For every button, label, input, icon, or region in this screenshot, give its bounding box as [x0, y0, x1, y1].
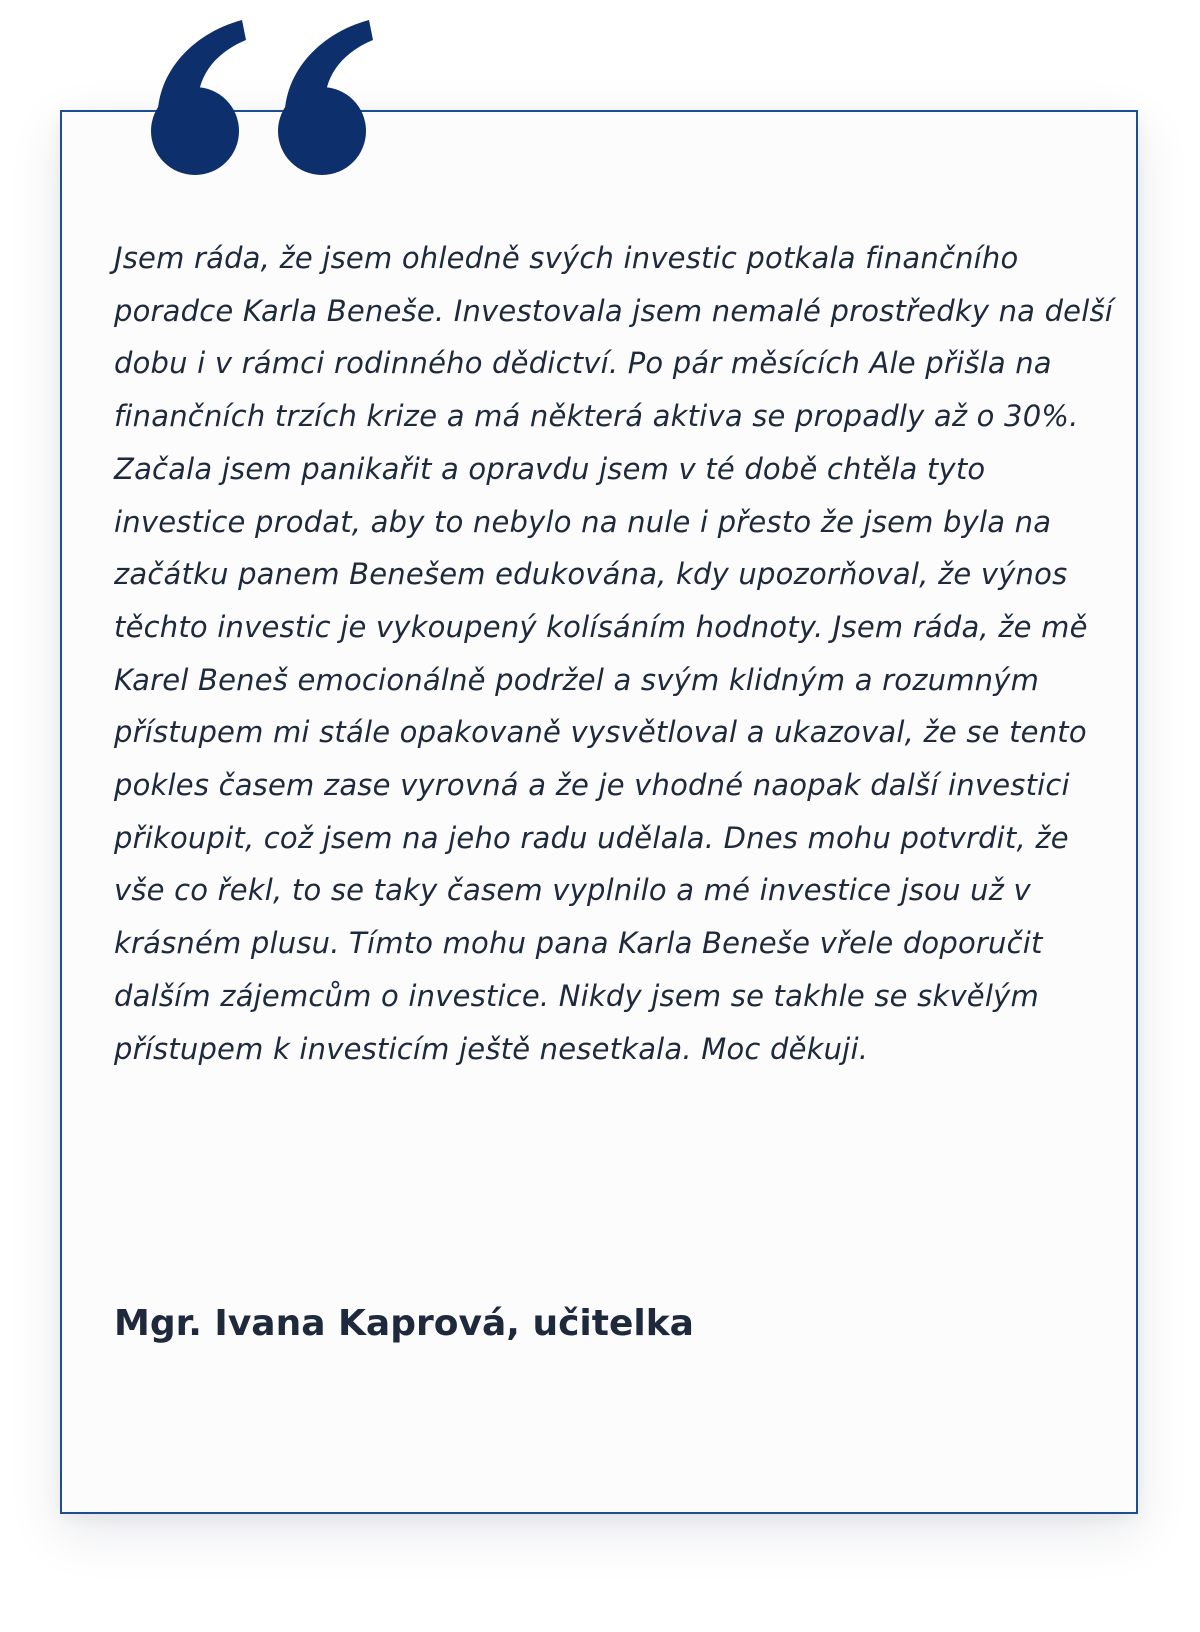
quote-open-icon	[150, 16, 400, 176]
testimonial-card	[60, 110, 1138, 1514]
testimonial-quote: Jsem ráda, že jsem ohledně svých investic potkala finančního poradce Karla Beneše. Investovala jsem nemalé prostředky na delší dobu i v rámci rodinného dědictví. Po pár měsících Ale přišla na finančních trzích krize a má některá aktiva se propadly až o 30%. Začala jsem panikařit a opravdu jsem v té době chtěla tyto investice prodat, aby to nebylo na nule i přesto že jsem byla na začátku panem Benešem edukována, kdy upozorňoval, že výnos těchto investic je vykoupený kolísáním hodnoty. Jsem ráda, že mě Karel Beneš emocionálně podržel a svým klidným a rozumným přístupem mi stále opakovaně vysvětloval a ukazoval, že se tento pokles časem zase vyrovná a že je vhodné naopak další investici přikoupit, což jsem na jeho radu udělala. Dnes mohu potvrdit, že vše co řekl, to se taky časem vyplnilo a mé investice jsou už v krásném plusu. Tímto mohu pana Karla Beneše vřele doporučit dalším zájemcům o investice. Nikdy jsem se takhle se skvělým přístupem k investicím ještě nesetkala. Moc děkuji.	[114, 241, 1114, 1066]
testimonial-author: Mgr. Ivana Kaprová, učitelka	[114, 1303, 694, 1344]
